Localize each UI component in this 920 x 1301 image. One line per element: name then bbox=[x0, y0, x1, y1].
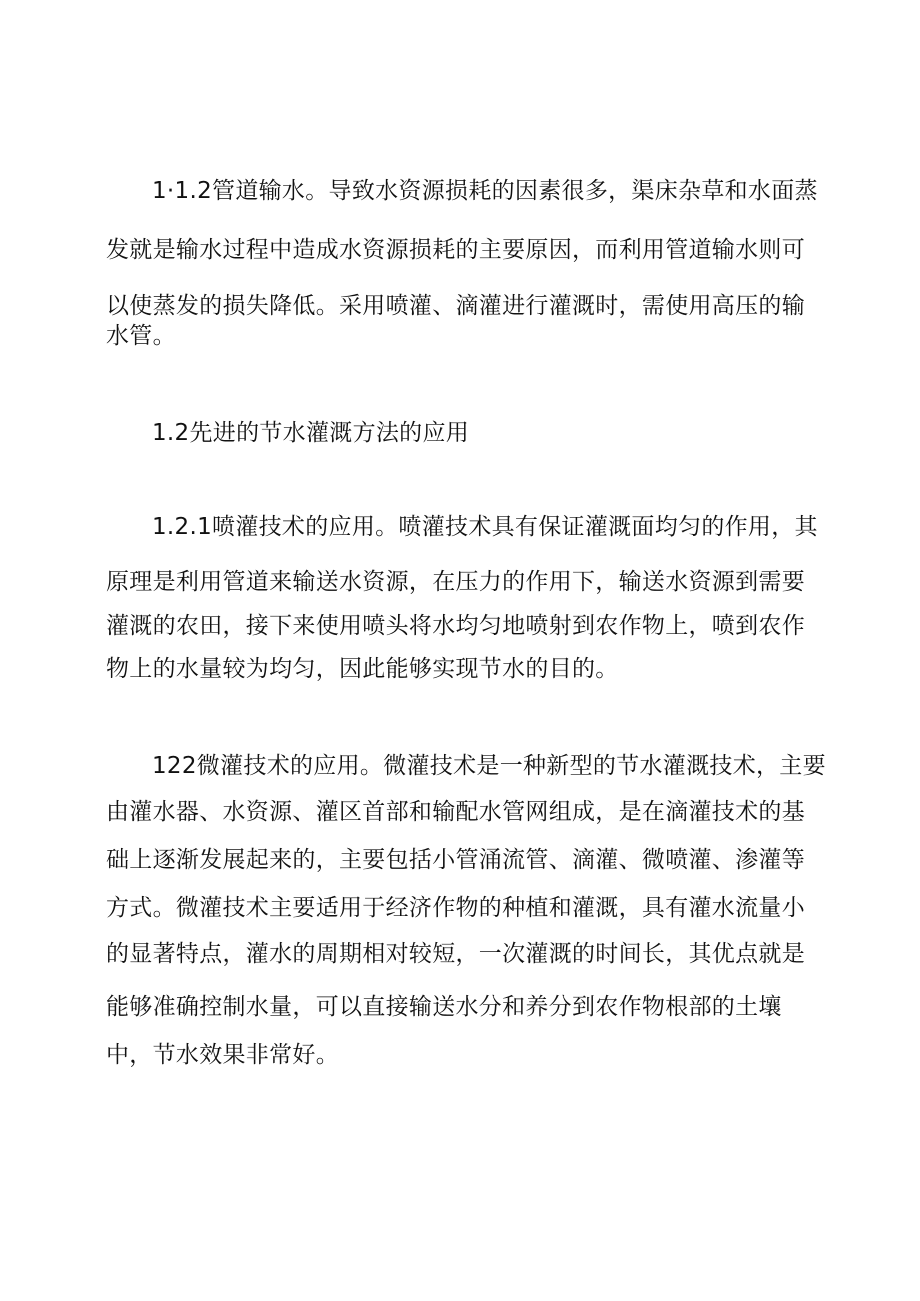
paragraph-1-line-2: 发就是输水过程中造成水资源损耗的主要原因，而利用管道输水则可 bbox=[106, 237, 805, 263]
paragraph-3-line-1: 1.2.1喷灌技术的应用。喷灌技术具有保证灌溉面均匀的作用，其 bbox=[152, 514, 818, 540]
paragraph-4-line-5: 的显著特点，灌水的周期相对较短，一次灌溉的时间长，其优点就是 bbox=[106, 941, 805, 967]
paragraph-3-line-2: 原理是利用管道来输送水资源，在压力的作用下，输送水资源到需要 bbox=[106, 569, 805, 595]
paragraph-3-line-4: 物上的水量较为均匀，因此能够实现节水的目的。 bbox=[106, 656, 619, 682]
paragraph-4-line-7: 中，节水效果非常好。 bbox=[106, 1042, 339, 1068]
paragraph-4-line-6: 能够准确控制水量，可以直接输送水分和养分到农作物根部的土壤 bbox=[106, 994, 782, 1020]
paragraph-4-line-4: 方式。微灌技术主要适用于经济作物的种植和灌溉，具有灌水流量小 bbox=[106, 895, 805, 921]
paragraph-3-line-3: 灌溉的农田，接下来使用喷头将水均匀地喷射到农作物上，喷到农作 bbox=[106, 613, 805, 639]
paragraph-1-line-4: 水管。 bbox=[106, 323, 176, 349]
section-heading: 1.2先进的节水灌溉方法的应用 bbox=[152, 420, 470, 446]
paragraph-4-line-2: 由灌水器、水资源、灌区首部和输配水管网组成，是在滴灌技术的基 bbox=[106, 799, 805, 825]
paragraph-1-line-3: 以使蒸发的损失降低。采用喷灌、滴灌进行灌溉时，需使用高压的输 bbox=[106, 293, 805, 319]
paragraph-1-line-1: 1·1.2管道输水。导致水资源损耗的因素很多，渠床杂草和水面蒸 bbox=[152, 178, 818, 204]
paragraph-4-line-1: 122微灌技术的应用。微灌技术是一种新型的节水灌溉技术，主要 bbox=[152, 753, 826, 779]
paragraph-4-line-3: 础上逐渐发展起来的，主要包括小管涌流管、滴灌、微喷灌、渗灌等 bbox=[106, 847, 805, 873]
